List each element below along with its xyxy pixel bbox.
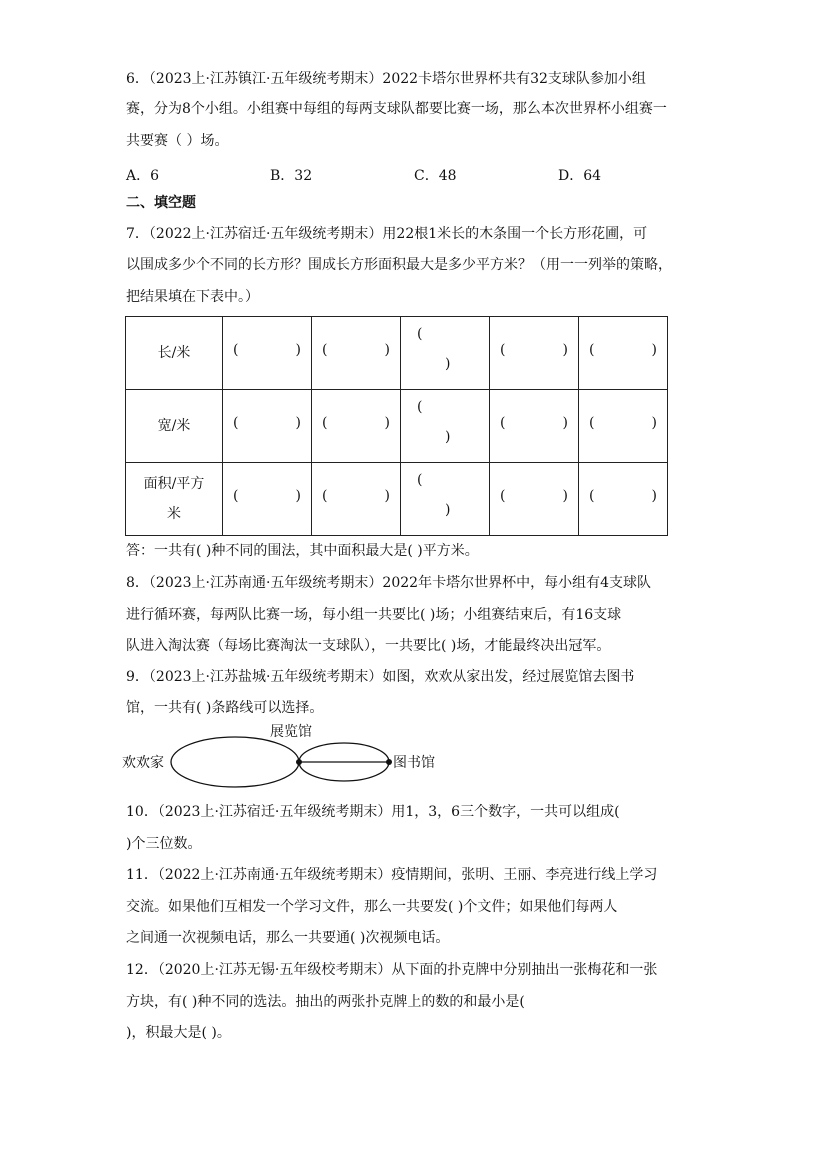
answer-cell[interactable]: ( ) xyxy=(312,390,401,463)
row-header-width: 宽/米 xyxy=(126,390,223,463)
q7-answer-table xyxy=(125,316,668,536)
answer-cell[interactable]: ( ) xyxy=(401,463,490,536)
q12-line2: 方块，有( )种不同的选法。抽出的两张扑克牌上的数的和最小是( xyxy=(126,994,525,1010)
section-title-fill-blank: 二、填空题 xyxy=(126,195,196,211)
answer-cell[interactable]: ( ) xyxy=(579,317,668,390)
answer-cell[interactable]: ( ) xyxy=(401,317,490,390)
row-header-area: 面积/平方 米 xyxy=(126,463,223,536)
answer-cell[interactable]: ( ) xyxy=(223,463,312,536)
q10-line1: 10．（2023上·江苏宿迁·五年级统考期末）用1，3，6三个数字，一共可以组成( xyxy=(126,804,620,820)
answer-cell[interactable]: ( ) xyxy=(223,317,312,390)
q7-line1: 7．（2022上·江苏宿迁·五年级统考期末）用22根1米长的木条围一个长方形花圃，可 xyxy=(126,226,648,242)
q6-line3: 共要赛（ ）场。 xyxy=(126,133,229,149)
q6-line1: 6．（2023上·江苏镇江·五年级统考期末）2022卡塔尔世界杯共有32支球队参加小组 xyxy=(126,71,646,87)
label-hall: 展览馆 xyxy=(270,725,312,740)
answer-cell[interactable]: ( ) xyxy=(490,390,579,463)
answer-cell[interactable]: ( ) xyxy=(223,390,312,463)
q6-option-c: C．48 xyxy=(414,168,457,184)
table-row-width xyxy=(126,390,668,463)
answer-cell[interactable]: ( ) xyxy=(579,463,668,536)
library-node xyxy=(386,759,392,765)
q6-option-d: D．64 xyxy=(558,168,602,184)
q9-line2: 馆，一共有( )条路线可以选择。 xyxy=(126,700,324,716)
route-diagram xyxy=(120,722,435,788)
q11-line1: 11．（2022上·江苏南通·五年级统考期末）疫情期间，张明、王丽、李亮进行线上学习 xyxy=(126,867,658,883)
q9-line1: 9．（2023上·江苏盐城·五年级统考期末）如图，欢欢从家出发，经过展览馆去图书 xyxy=(126,669,635,685)
q8-line3: 队进入淘汰赛（每场比赛淘汰一支球队），一共要比( )场，才能最终决出冠军。 xyxy=(126,638,611,654)
answer-cell[interactable]: ( ) xyxy=(312,463,401,536)
q12-line1: 12．（2020上·江苏无锡·五年级校考期末）从下面的扑克牌中分别抽出一张梅花和一张 xyxy=(126,962,658,978)
q8-line1: 8．（2023上·江苏南通·五年级统考期末）2022年卡塔尔世界杯中，每小组有4支球队 xyxy=(126,575,651,591)
label-home: 欢欢家 xyxy=(122,756,164,771)
answer-cell[interactable]: ( ) xyxy=(490,317,579,390)
q12-line3: )，积最大是( )。 xyxy=(126,1025,231,1041)
answer-cell[interactable]: ( ) xyxy=(401,390,490,463)
q6-option-b: B．32 xyxy=(270,168,313,184)
q8-line2: 进行循环赛，每两队比赛一场，每小组一共要比( )场；小组赛结束后，有16支球 xyxy=(126,607,622,623)
table-row-length xyxy=(126,317,668,390)
answer-cell[interactable]: ( ) xyxy=(490,463,579,536)
answer-cell[interactable]: ( ) xyxy=(579,390,668,463)
q7-answer-line: 答：一共有( )种不同的围法，其中面积最大是( )平方米。 xyxy=(126,543,479,559)
q6-option-a: A．6 xyxy=(126,168,160,184)
label-library: 图书馆 xyxy=(393,756,435,771)
hall-node xyxy=(296,759,302,765)
q11-line2: 交流。如果他们互相发一个学习文件，那么一共要发( )个文件；如果他们每两人 xyxy=(126,899,618,915)
q11-line3: 之间通一次视频电话，那么一共要通( )次视频电话。 xyxy=(126,930,450,946)
route-loop-left xyxy=(171,737,299,787)
q10-line2: )个三位数。 xyxy=(126,836,202,852)
q6-line2: 赛，分为8个小组。小组赛中每组的每两支球队都要比赛一场，那么本次世界杯小组赛一 xyxy=(126,101,667,117)
table-row-area xyxy=(126,463,668,536)
q7-line2: 以围成多少个不同的长方形？围成长方形面积最大是多少平方米？（用一一列举的策略， xyxy=(126,257,672,273)
answer-cell[interactable]: ( ) xyxy=(312,317,401,390)
row-header-length: 长/米 xyxy=(126,317,223,390)
q7-line3: 把结果填在下表中。） xyxy=(126,289,259,305)
